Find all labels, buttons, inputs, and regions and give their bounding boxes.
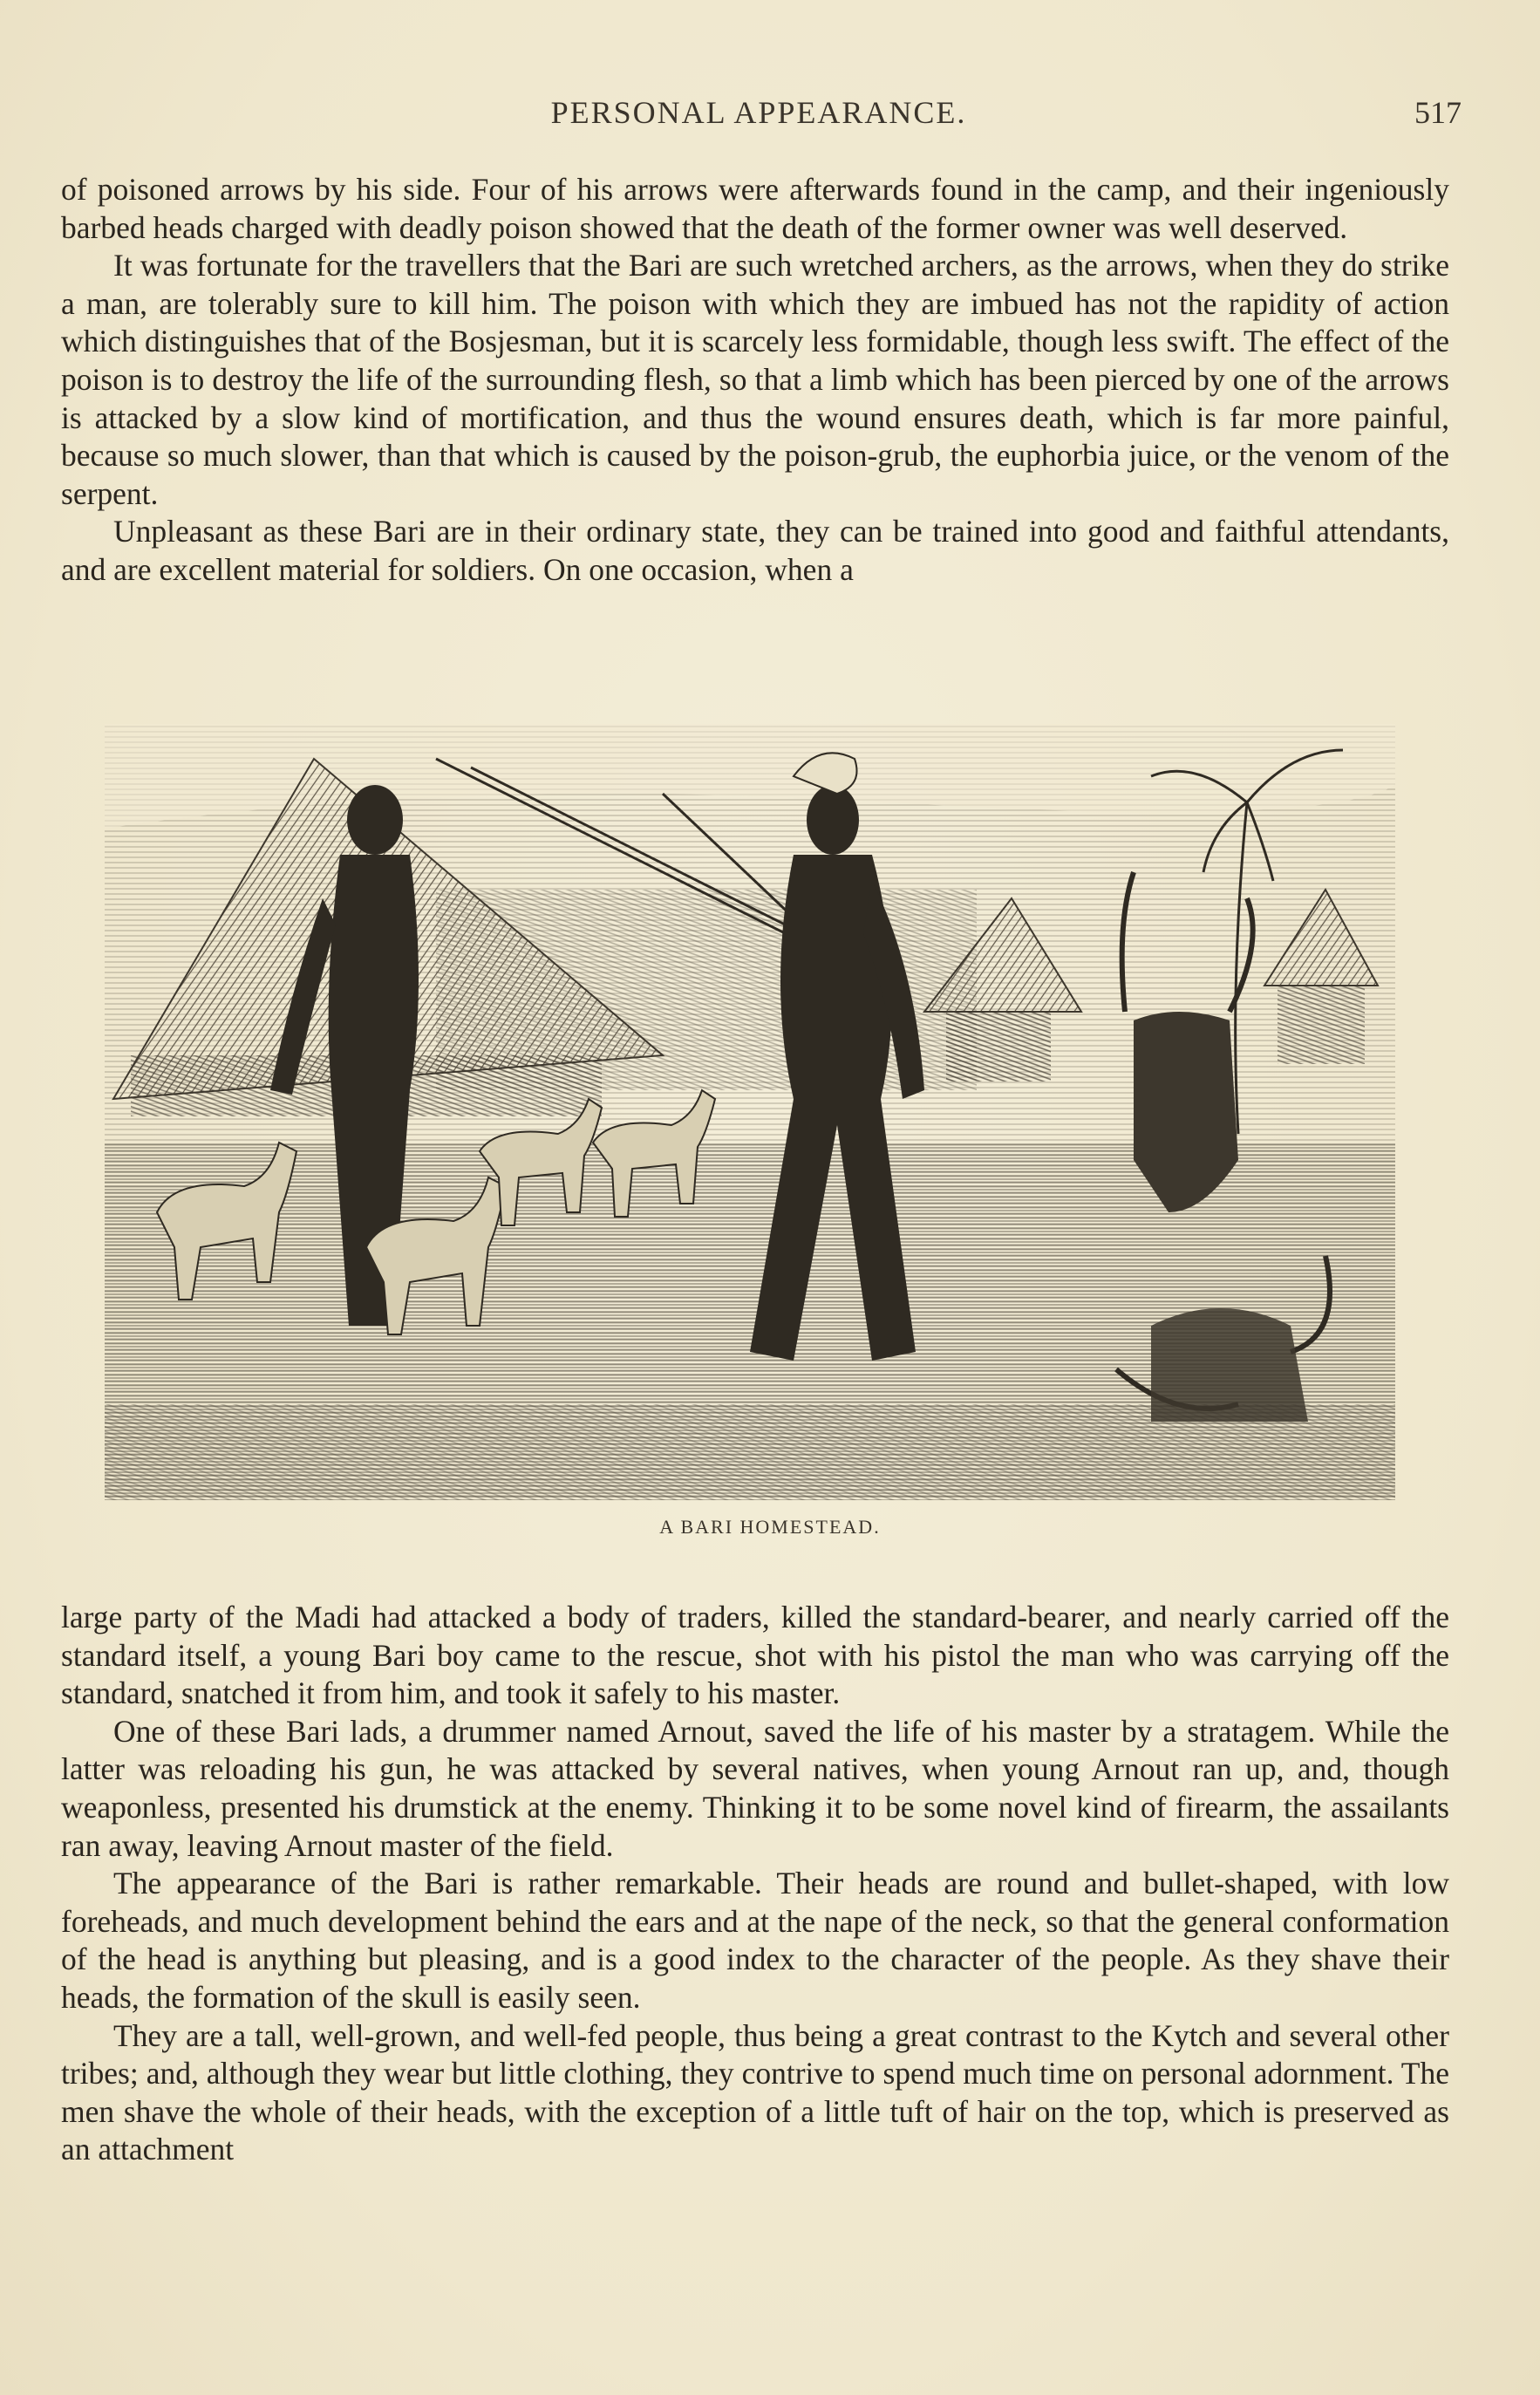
page-number: 517 [1414,95,1462,130]
text-block-bottom [61,1599,1449,2169]
running-head [61,94,1462,138]
bari-homestead-engraving [105,724,1395,1500]
paragraph: large party of the Madi had attacked a body of traders, killed the standard-bearer, and nearly carried off the standard itself, a young Bari boy came to the rescue, shot with his pistol the man who was carrying off the standard, snatched it from him, and took it safely to his master. [61,1600,1449,1711]
paragraph: The appearance of the Bari is rather remarkable. Their heads are round and bullet-shaped, with low foreheads, and much development behind the ears and at the nape of the neck, so that the general conformation of the head is anything but pleasing, and is a good index to the character of the people. As they shave their heads, the formation of the skull is easily seen. [61,1866,1449,2015]
paragraph: Unpleasant as these Bari are in their ordinary state, they can be trained into good and faithful attendants, and are excellent material for soldiers. On one occasion, when a [61,514,1449,587]
paragraph: One of these Bari lads, a drummer named Arnout, saved the life of his master by a stratagem. While the latter was reloading his gun, he was attacked by several natives, when young Arnout ran up, and, though weaponless, presented his drumstick at the enemy. Thinking it to be some novel kind of firearm, the assailants ran away, leaving Arnout master of the field. [61,1713,1449,1863]
engraving-illustration [105,724,1395,1500]
paragraph: of poisoned arrows by his side. Four of his arrows were afterwards found in the camp, and their ingeniously barbed heads charged with deadly poison showed that the death of the former owner was well deserved. [61,172,1449,245]
paragraph: They are a tall, well-grown, and well-fed people, thus being a great contrast to the Kytch and several other tribes; and, although they wear but little clothing, they contrive to spend much time on personal adornment. The men shave the whole of their heads, with the exception of a little tuft of hair on the top, which is preserved as an attachment [61,2017,1449,2167]
text-block-top [61,171,1449,590]
paragraph: It was fortunate for the travellers that the Bari are such wretched archers, as the arrows, when they do strike a man, are tolerably sure to kill him. The poison with which they are imbued has not the rapidity of action which distinguishes that of the Bosjesman, but it is scarcely less formidable, though less swift. The effect of the poison is to destroy the life of the surrounding flesh, so that a limb which has been pierced by one of the arrows is attacked by a slow kind of mortification, and thus the wound ensures death, which is far more painful, because so much slower, than that which is caused by the poison-grub, the euphorbia juice, or the venom of the serpent. [61,248,1449,511]
running-title: PERSONAL APPEARANCE. [550,95,967,130]
figure-caption: A BARI HOMESTEAD. [659,1516,881,1538]
